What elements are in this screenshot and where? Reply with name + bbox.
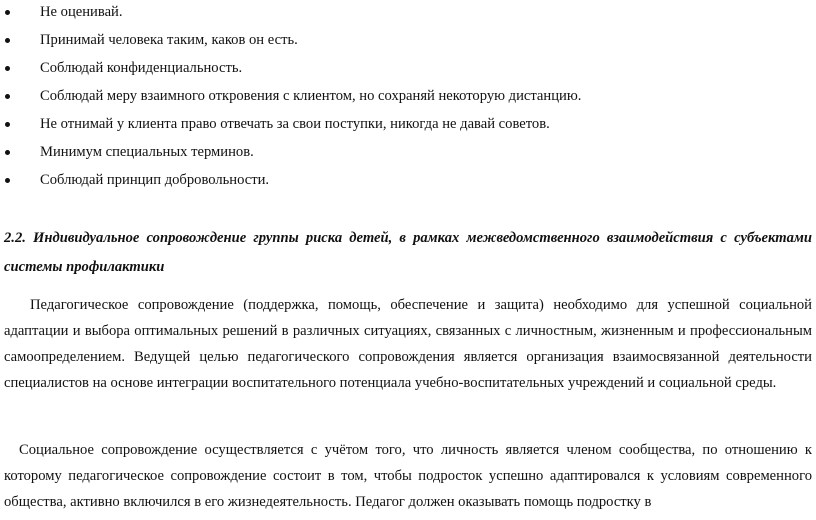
bullet-text: Минимум специальных терминов. (40, 144, 254, 160)
bullet-text: Не отнимай у клиента право отвечать за свои поступки, никогда не давай советов. (40, 116, 550, 132)
body-paragraph: Педагогическое сопровождение (поддержка, помощь, обеспечение и защита) необходимо для успешной социальной адаптации и выбора оптимальных решений в различных ситуациях, связанных с личностным, жизненным и профессиональным самоопределением. Ведущей целью педагогического сопровождения является организация взаимосвязанной деятельности специалистов на основе интеграции воспитательного потенциала учебно-воспитательных учреждений и социальной среды. (4, 297, 812, 391)
bullet-dot-icon (5, 178, 10, 183)
bullet-text: Не оценивай. (40, 4, 123, 20)
bullet-dot-icon (5, 10, 10, 15)
body-paragraph: Социальное сопровождение осуществляется с учётом того, что личность является членом сообщества, по отношению к которому педагогическое сопровождение состоит в том, чтобы подросток успешно адаптировался к условиям современного общества, активно включился в его жизнедеятельность. Педагог должен оказывать помощь подростку в (4, 442, 812, 510)
bullet-dot-icon (5, 38, 10, 43)
section-heading: 2.2. Индивидуальное сопровождение группы риска детей, в рамках межведомственного взаимодействия с субъектами системы профилактики (4, 230, 812, 275)
bullet-text: Принимай человека таким, каков он есть. (40, 32, 298, 48)
bullet-dot-icon (5, 122, 10, 127)
bullet-text: Соблюдай принцип добровольности. (40, 172, 270, 188)
bullet-text: Соблюдай меру взаимного откровения с клиентом, но сохраняй некоторую дистанцию. (40, 88, 582, 104)
bullet-dot-icon (5, 94, 10, 99)
bullet-text: Соблюдай конфиденциальность. (40, 60, 243, 76)
bullet-dot-icon (5, 150, 10, 155)
bullet-dot-icon (5, 66, 10, 71)
